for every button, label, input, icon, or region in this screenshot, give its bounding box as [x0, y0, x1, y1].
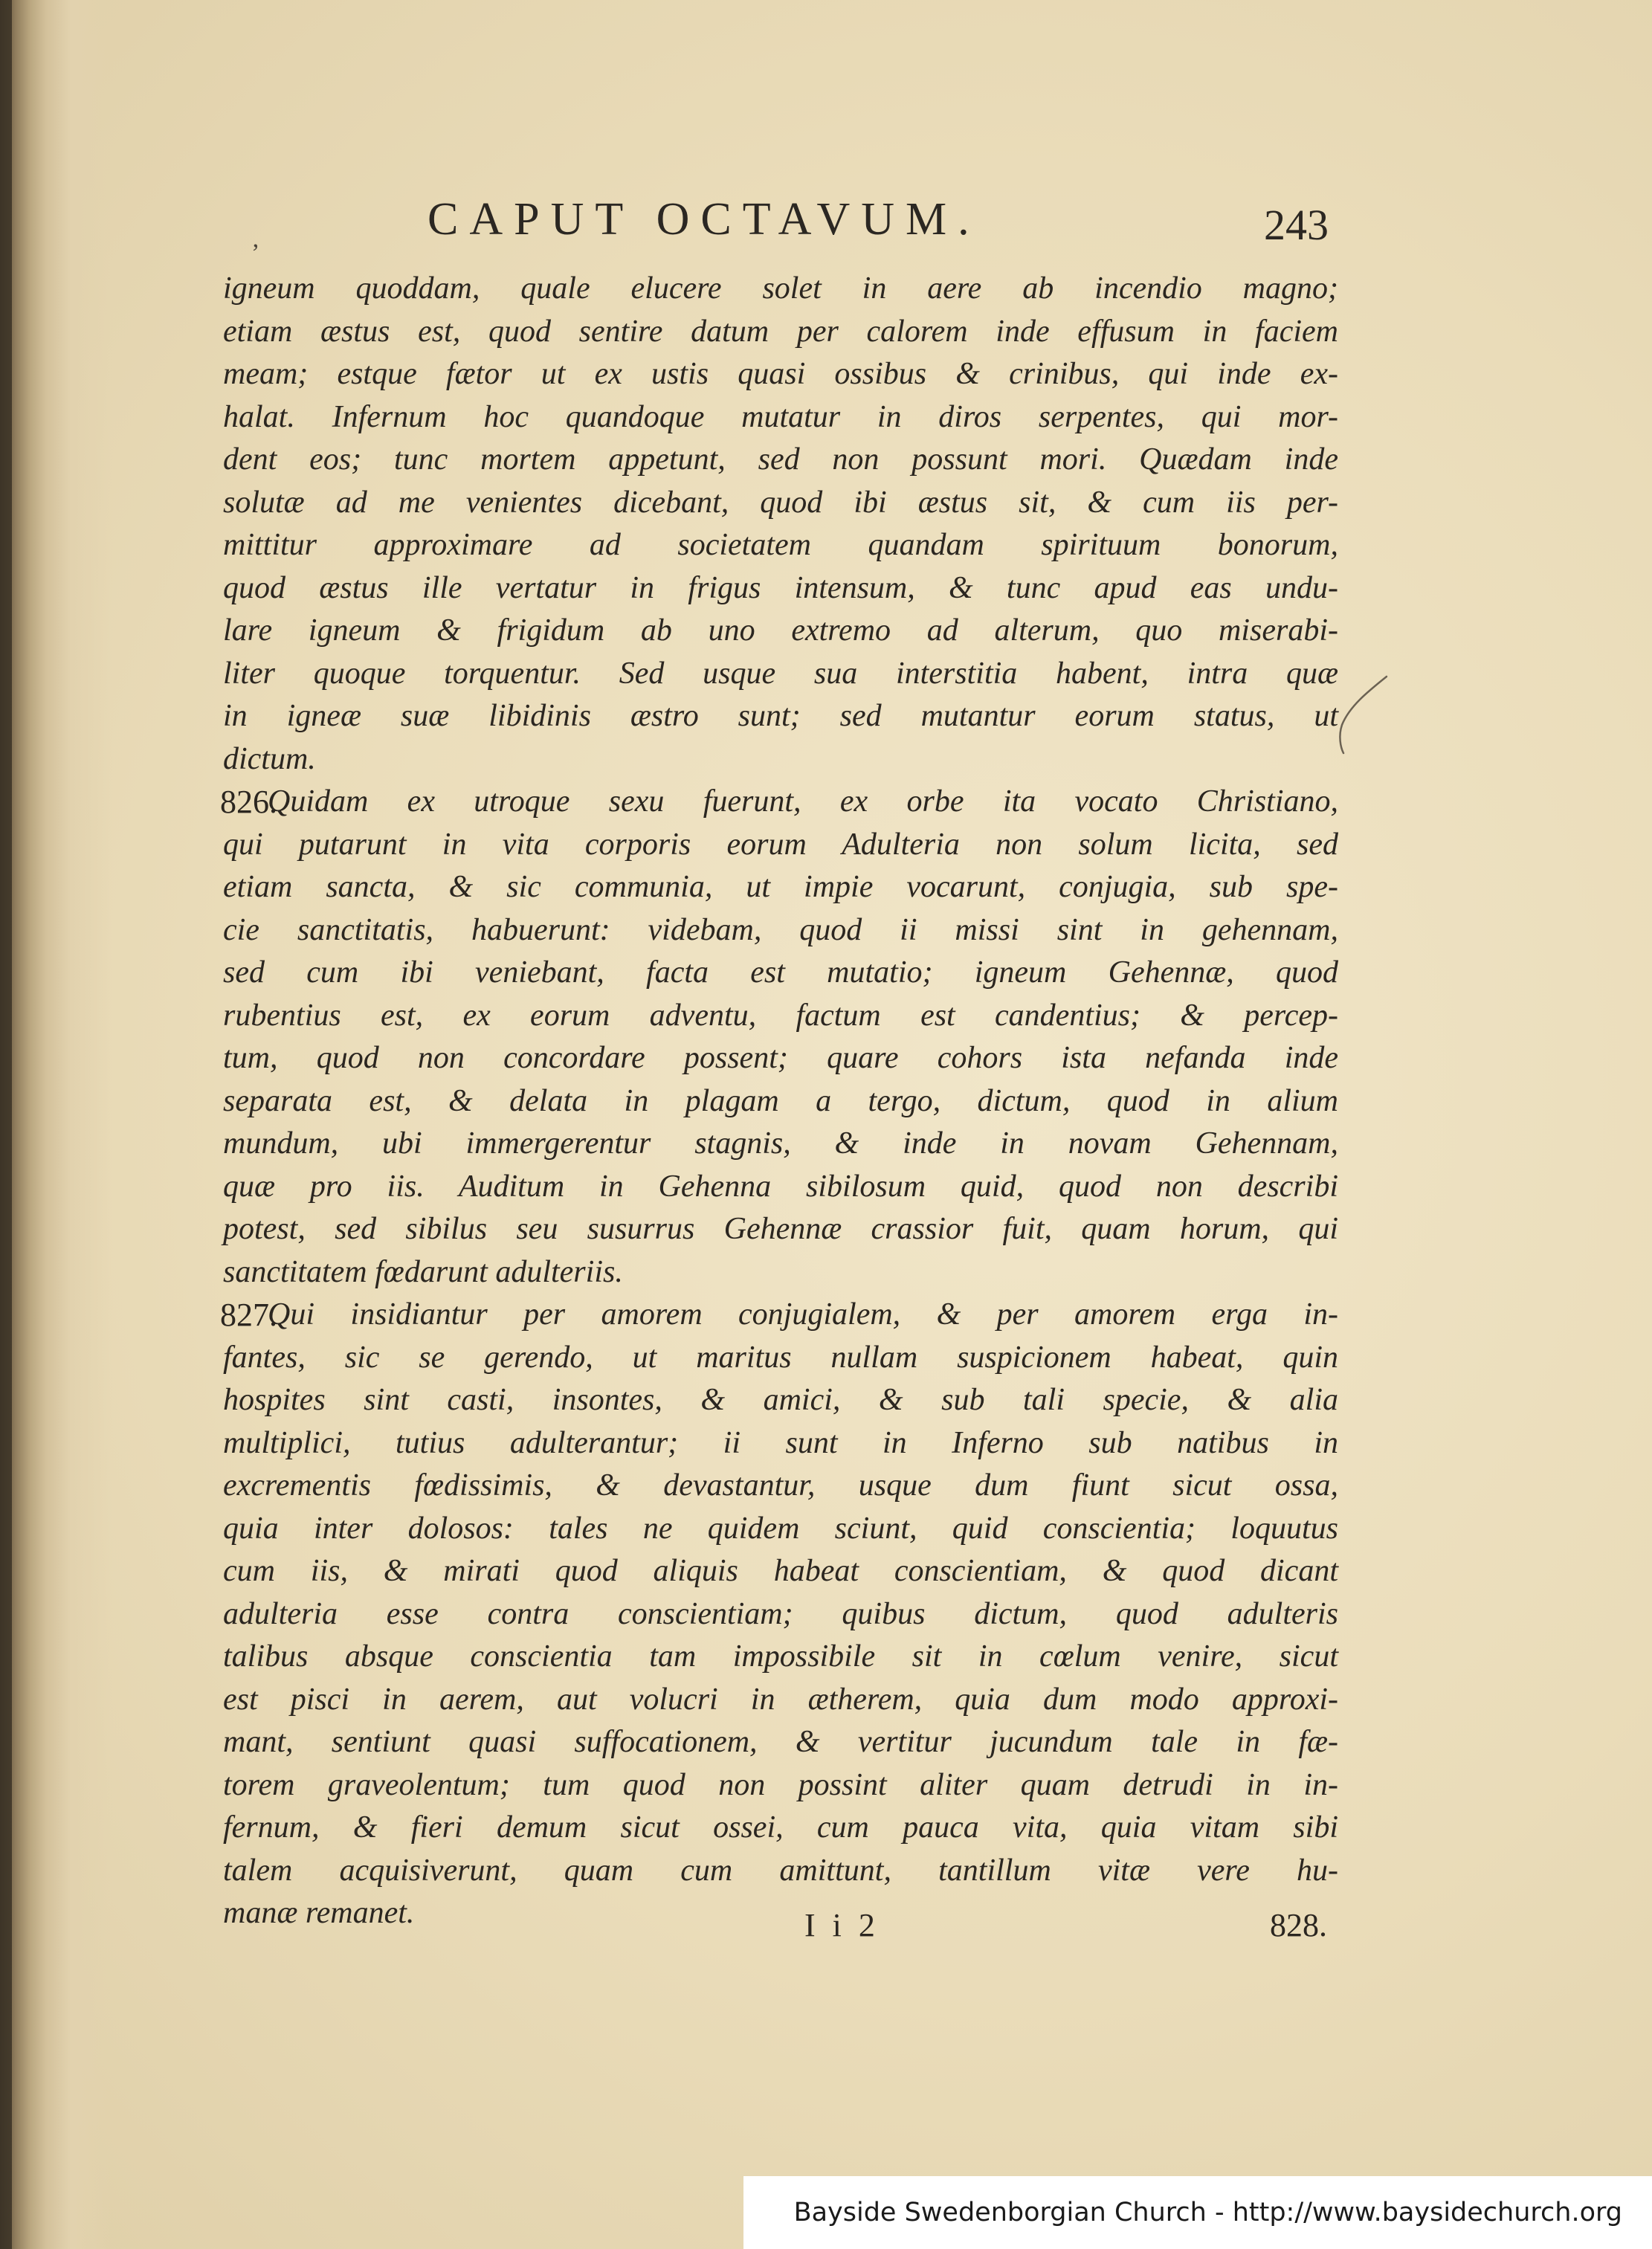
text-line: lare igneum & frigidum ab uno extremo ad alterum, quo miserabi-	[223, 613, 1338, 648]
text-line: potest, sed sibilus seu susurrus Gehennæ crassior fuit, quam horum, qui	[223, 1212, 1338, 1246]
text-line: dent eos; tunc mortem appetunt, sed non possunt mori. Quædam inde	[223, 442, 1338, 477]
signature-mark: I i 2	[804, 1907, 880, 1943]
text-line: excrementis fœdissimis, & devastantur, usque dum fiunt sicut ossa,	[223, 1468, 1338, 1503]
page-header	[0, 190, 1652, 256]
text-line: sed cum ibi veniebant, facta est mutatio; igneum Gehennæ, quod	[223, 955, 1338, 990]
text-line: fernum, & fieri demum sicut ossei, cum pauca vita, quia vitam sibi	[223, 1810, 1338, 1845]
text-line: quia inter dolosos: tales ne quidem sciunt, quid conscientia; loquutus	[223, 1511, 1338, 1546]
running-head: CAPUT OCTAVUM.	[427, 194, 981, 245]
page-footer	[0, 1900, 1652, 1952]
text-line: sanctitatem fœdarunt adulteriis.	[223, 1254, 623, 1289]
text-line: tum, quod non concordare possent; quare cohors ista nefanda inde	[223, 1041, 1338, 1075]
paragraph-number: 826.	[220, 784, 277, 820]
text-line: mittitur approximare ad societatem quandam spirituum bonorum,	[223, 528, 1338, 562]
text-line: quæ pro iis. Auditum in Gehenna sibilosum quid, quod non describi	[223, 1169, 1338, 1204]
text-line: igneum quoddam, quale elucere solet in aere ab incendio magno;	[223, 271, 1338, 306]
text-line: manæ remanet.	[223, 1896, 415, 1930]
text-line: solutæ ad me venientes dicebant, quod ibi æstus sit, & cum iis per-	[223, 485, 1338, 520]
header-ornament-mark: ‚	[251, 225, 260, 253]
text-line: separata est, & delata in plagam a tergo, dictum, quod in alium	[223, 1083, 1338, 1118]
paragraph-827	[220, 1294, 1338, 1935]
text-line: meam; estque fætor ut ex ustis quasi ossibus & crinibus, qui inde ex-	[223, 357, 1338, 391]
body-text	[220, 268, 1338, 1935]
text-line: etiam æstus est, quod sentire datum per calorem inde effusum in faciem	[223, 314, 1338, 349]
text-line: Qui insidiantur per amorem conjugialem, & per amorem erga in-	[268, 1297, 1338, 1332]
text-line: multiplici, tutius adulterantur; ii sunt in Inferno sub natibus in	[223, 1425, 1338, 1460]
text-line: rubentius est, ex eorum adventu, factum est candentius; & percep-	[223, 998, 1338, 1033]
text-line: hospites sint casti, insontes, & amici, & sub tali specie, & alia	[223, 1383, 1338, 1417]
text-line: Quidam ex utroque sexu fuerunt, ex orbe ita vocato Christiano,	[268, 784, 1338, 819]
text-line: mant, sentiunt quasi suffocationem, & vertitur jucundum tale in fæ-	[223, 1725, 1338, 1759]
paragraph-826	[220, 781, 1338, 1294]
pencil-margin-mark	[1335, 673, 1394, 755]
text-line: quod æstus ille vertatur in frigus intensum, & tunc apud eas undu-	[223, 570, 1338, 605]
page-number: 243	[1264, 201, 1329, 249]
text-line: mundum, ubi immergerentur stagnis, & inde in novam Gehennam,	[223, 1126, 1338, 1161]
text-line: in igneæ suæ libidinis æstro sunt; sed mutantur eorum status, ut	[223, 699, 1338, 733]
text-line: talem acquisiverunt, quam cum amittunt, tantillum vitæ vere hu-	[223, 1853, 1338, 1888]
text-line: dictum.	[223, 741, 316, 776]
text-line: adulteria esse contra conscientiam; quibus dictum, quod adulteris	[223, 1596, 1338, 1631]
text-line: cie sanctitatis, habuerunt: videbam, quod ii missi sint in gehennam,	[223, 912, 1338, 947]
catchword: 828.	[1270, 1907, 1327, 1943]
text-line: cum iis, & mirati quod aliquis habeat conscientiam, & quod dicant	[223, 1554, 1338, 1588]
paragraph-number: 827.	[220, 1297, 277, 1333]
text-line: talibus absque conscientia tam impossibile sit in cœlum venire, sicut	[223, 1639, 1338, 1674]
text-line: halat. Infernum hoc quandoque mutatur in diros serpentes, qui mor-	[223, 399, 1338, 434]
text-line: qui putarunt in vita corporis eorum Adulteria non solum licita, sed	[223, 827, 1338, 862]
watermark-banner: Bayside Swedenborgian Church - http://www.baysidechurch.org	[743, 2176, 1652, 2249]
text-line: etiam sancta, & sic communia, ut impie vocarunt, conjugia, sub spe-	[223, 870, 1338, 904]
text-line: est pisci in aerem, aut volucri in ætherem, quia dum modo approxi-	[223, 1682, 1338, 1717]
text-line: fantes, sic se gerendo, ut maritus nullam suspicionem habeat, quin	[223, 1340, 1338, 1375]
text-line: torem graveolentum; tum quod non possint aliter quam detrudi in in-	[223, 1767, 1338, 1802]
text-line: liter quoque torquentur. Sed usque sua interstitia habent, intra quæ	[223, 656, 1338, 691]
